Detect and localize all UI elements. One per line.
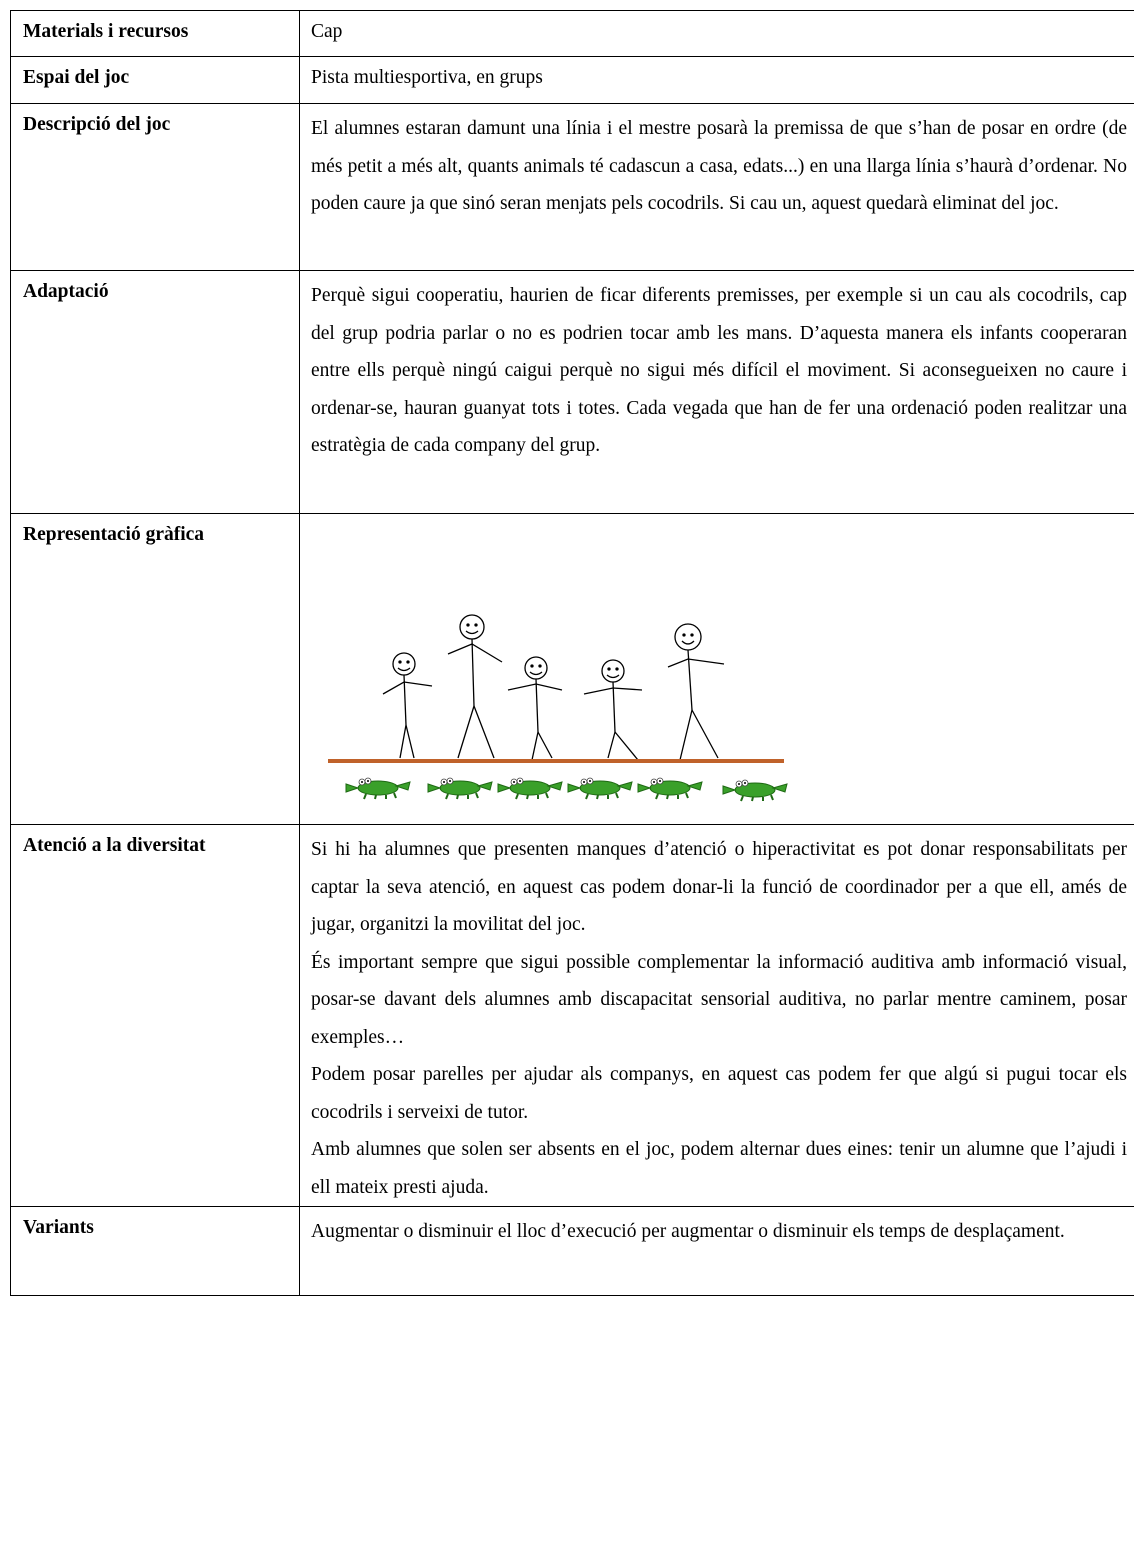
- stick-figure-5: [668, 624, 724, 760]
- row-label: Representació gràfica: [11, 514, 300, 825]
- row-value: [300, 1207, 1134, 1296]
- row-label: Adaptació: [11, 271, 300, 514]
- crocodile-3: [498, 778, 562, 799]
- row-label: Variants: [11, 1207, 300, 1296]
- crocodile-4: [568, 778, 632, 799]
- paragraph: Augmentar o disminuir el lloc d’execució per augmentar o disminuir els temps de desplaçament.: [311, 1221, 1065, 1242]
- stick-figure-4: [584, 660, 642, 760]
- row-label: Descripció del joc: [11, 104, 300, 271]
- game-sheet-table: [10, 10, 1134, 1296]
- crocodile-5: [638, 778, 702, 799]
- game-illustration: [300, 514, 1134, 814]
- paragraph: Perquè sigui cooperatiu, haurien de ficar diferents premisses, per exemple si un cau als cocodrils, cap del grup podria parlar o no es podrien tocar amb les mans. D’aquesta manera els infants cooperaran entre ells perquè ningú caigui perquè no sigui més difícil el moviment. Si aconsegueixen no caure i ordenar-se, hauran guanyat tots i totes. Cada vegada que han de fer una ordenació poden realitzar una estratègia de cada company del grup.: [311, 285, 1127, 456]
- paragraph: Podem posar parelles per ajudar als companys, en aquest cas podem fer que algú si pugui tocar els cocodrils i serveixi de tutor.: [311, 1064, 1127, 1123]
- stick-figure-1: [383, 653, 432, 758]
- paragraph: El alumnes estaran damunt una línia i el mestre posarà la premissa de que s’han de posar en ordre (de més petit a més alt, quants animals té cadascun a casa, edats...) en una llarga línia s’haurà d’ordenar. No poden caure ja que sinó seran menjats pels cocodrils. Si cau un, aquest quedarà eliminat del joc.: [311, 118, 1127, 214]
- paragraph: Cap: [311, 21, 343, 42]
- row-adaptation: [11, 271, 1134, 514]
- paragraph: Amb alumnes que solen ser absents en el joc, podem alternar dues eines: tenir un alumne que l’ajudi i ell mateix presti ajuda.: [311, 1139, 1127, 1198]
- row-space: [11, 57, 1134, 104]
- row-materials: [11, 11, 1134, 57]
- row-value: [300, 104, 1134, 271]
- row-variants: [11, 1207, 1134, 1296]
- row-value: [300, 57, 1134, 104]
- row-graphic: [11, 514, 1134, 825]
- paragraph: Pista multiesportiva, en grups: [311, 67, 543, 88]
- stick-figure-3: [508, 657, 562, 760]
- crocodile-2: [428, 778, 492, 799]
- row-label: Atenció a la diversitat: [11, 825, 300, 1207]
- graphic-cell: [300, 514, 1134, 825]
- row-label: Materials i recursos: [11, 11, 300, 57]
- row-label: Espai del joc: [11, 57, 300, 104]
- paragraph: És important sempre que sigui possible complementar la informació auditiva amb informació visual, posar-se davant dels alumnes amb discapacitat sensorial auditiva, no parlar mentre caminem, posar exemples…: [311, 951, 1127, 1048]
- row-value: [300, 271, 1134, 514]
- crocodile-1: [346, 778, 410, 799]
- row-value: [300, 825, 1134, 1207]
- row-diversity: [11, 825, 1134, 1207]
- row-description: [11, 104, 1134, 271]
- crocodile-6: [723, 780, 787, 801]
- paragraph: Si hi ha alumnes que presenten manques d’atenció o hiperactivitat es pot donar responsabilitats per captar la seva atenció, en aquest cas podem donar-li la funció de coordinador per a que ell, amés de jugar, organitzi la movilitat del joc.: [311, 839, 1127, 935]
- row-value: [300, 11, 1134, 57]
- stick-figure-2: [448, 615, 502, 758]
